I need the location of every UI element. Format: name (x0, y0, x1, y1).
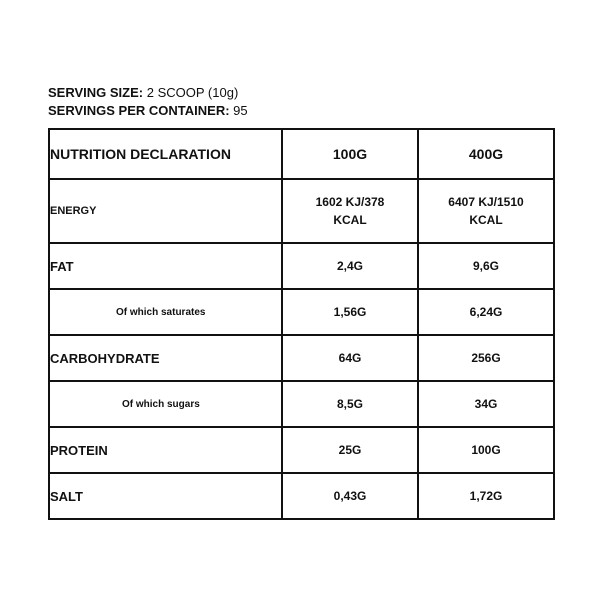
energy-100g-line2: KCAL (333, 213, 367, 227)
nutrition-table (48, 128, 555, 520)
protein-400g: 100G (418, 427, 554, 473)
table-row-fat (49, 243, 554, 289)
saturates-100g: 1,56G (282, 289, 418, 335)
table-row-sugars (49, 381, 554, 427)
serving-info (48, 84, 248, 120)
sugars-100g: 8,5G (282, 381, 418, 427)
energy-400g-line1: 6407 KJ/1510 (448, 195, 524, 209)
row-name-carbohydrate: CARBOHYDRATE (49, 335, 282, 381)
servings-per-container-value: 95 (233, 103, 248, 118)
carbohydrate-100g: 64G (282, 335, 418, 381)
servings-per-container-line (48, 102, 248, 120)
row-name-energy: ENERGY (49, 179, 282, 243)
row-name-salt: SALT (49, 473, 282, 519)
table-row-energy (49, 179, 554, 243)
energy-400g-line2: KCAL (469, 213, 503, 227)
table-row-carbohydrate (49, 335, 554, 381)
serving-size-line (48, 84, 248, 102)
salt-100g: 0,43G (282, 473, 418, 519)
row-name-sugars: Of which sugars (49, 381, 282, 427)
saturates-400g: 6,24G (418, 289, 554, 335)
header-nutrition-declaration: NUTRITION DECLARATION (49, 129, 282, 179)
energy-400g (418, 179, 554, 243)
carbohydrate-400g: 256G (418, 335, 554, 381)
energy-100g-line1: 1602 KJ/378 (315, 195, 385, 209)
fat-400g: 9,6G (418, 243, 554, 289)
servings-per-container-label: SERVINGS PER CONTAINER: (48, 103, 230, 118)
protein-100g: 25G (282, 427, 418, 473)
sugars-400g: 34G (418, 381, 554, 427)
table-row-salt (49, 473, 554, 519)
energy-100g (282, 179, 418, 243)
row-name-saturates: Of which saturates (49, 289, 282, 335)
header-100g: 100G (282, 129, 418, 179)
salt-400g: 1,72G (418, 473, 554, 519)
serving-size-label: SERVING SIZE: (48, 85, 144, 100)
table-row-protein (49, 427, 554, 473)
row-name-protein: PROTEIN (49, 427, 282, 473)
header-400g: 400G (418, 129, 554, 179)
table-header-row (49, 129, 554, 179)
table-row-saturates (49, 289, 554, 335)
row-name-fat: FAT (49, 243, 282, 289)
fat-100g: 2,4G (282, 243, 418, 289)
serving-size-value: 2 SCOOP (10g) (146, 85, 239, 100)
